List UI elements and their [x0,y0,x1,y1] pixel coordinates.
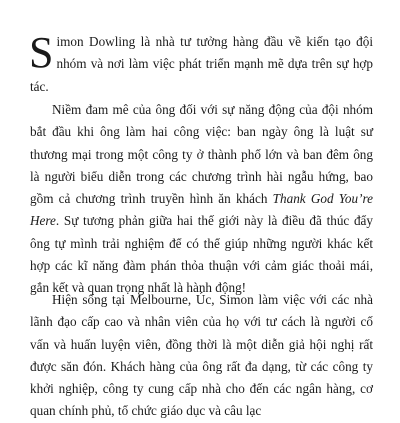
paragraph-current-work-text: Hiện sống tại Melbourne, Úc, Simon làm việc với các nhà lãnh đạo cấp cao và nhân viên của họ với tư cách là người cố vấn và huấn luyện viên, đồng thời là một diễn giả hội nghị rất được săn đón. Khách hàng của ông rất đa dạng, từ các công ty khởi nghiệp, công ty cung cấp nhà cho đến các ngân hàng, cơ quan chính phủ, tổ chức giáo dục và câu lạc [30,292,373,419]
paragraph-background [30,99,373,300]
paragraph-intro [29,28,373,98]
paragraph-background-text-end: . Sự tương phản giữa hai thế giới này là điều đã thúc đẩy ông tự mình trải nghiệm để có thể giúp những người khác kết hợp các kĩ năng đàm phán thỏa thuận với cảm giác thoải mái, gắn kết và quan trọng nhất là hành động! [30,213,373,296]
paragraph-background-text-start: Niềm đam mê của ông đối với sự năng động của đội nhóm bắt đầu khi ông làm hai công việc: ban ngày ông là luật sư thương mại trong một công ty ở thành phố lớn và ban đêm ông là người biểu diễn trong các chương trình hài ngẫu hứng, bao gồm cả chương trình truyền hình ăn khách [30,102,373,207]
paragraph-current-work [30,289,373,423]
paragraph-intro-text: imon Dowling là nhà tư tưởng hàng đầu về kiến tạo đội nhóm và nơi làm việc phát triển mạnh mẽ dựa trên sự hợp tác. [30,34,373,94]
drop-cap-letter: S [29,28,54,77]
tv-show-title: Thank God You’re Here [30,191,373,229]
